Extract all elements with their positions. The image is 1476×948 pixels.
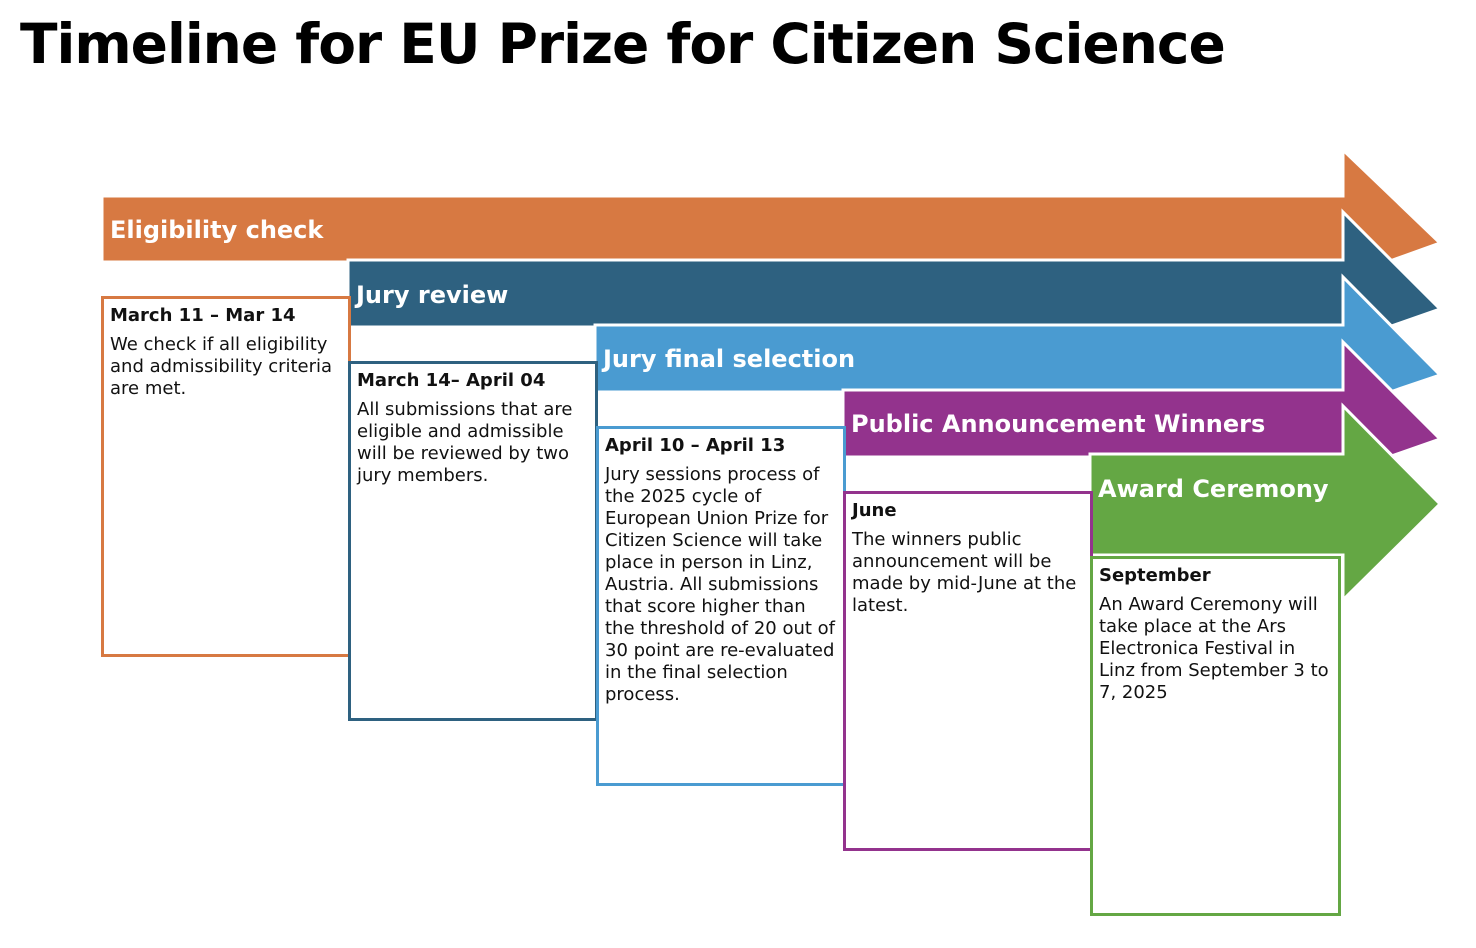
stage-label-eligibility: Eligibility check bbox=[110, 216, 324, 244]
stage-box-jury-final bbox=[596, 426, 846, 786]
stage-description: Jury sessions process of the 2025 cycle of European Union Prize for Citizen Science will take place in person in Linz, Austria. All submissions that score higher than the threshold of 20 out of 30 point are re-evaluated in the final selection process. bbox=[605, 464, 836, 705]
stage-box-public-announcement bbox=[843, 491, 1093, 851]
stage-date: March 11 – Mar 14 bbox=[110, 305, 296, 326]
page-title: Timeline for EU Prize for Citizen Science bbox=[20, 12, 1225, 76]
stage-description: An Award Ceremony will take place at the Ars Electronica Festival in Linz from September 3 to 7, 2025 bbox=[1099, 594, 1329, 703]
stage-box-eligibility bbox=[101, 296, 351, 657]
stage-date: April 10 – April 13 bbox=[605, 435, 786, 456]
stage-label-jury-final: Jury final selection bbox=[603, 345, 856, 373]
stage-label-public-announcement: Public Announcement Winners bbox=[851, 410, 1266, 438]
stage-box-jury-review bbox=[348, 361, 598, 721]
stage-label-jury-review: Jury review bbox=[356, 281, 509, 309]
stage-description: We check if all eligibility and admissibility criteria are met. bbox=[110, 334, 333, 399]
stage-description: All submissions that are eligible and admissible will be reviewed by two jury members. bbox=[357, 399, 573, 486]
stage-label-award-ceremony: Award Ceremony bbox=[1098, 475, 1329, 503]
stage-date: June bbox=[852, 500, 897, 521]
stage-date: March 14– April 04 bbox=[357, 370, 546, 391]
stage-date: September bbox=[1099, 565, 1211, 586]
stage-box-award-ceremony bbox=[1090, 556, 1341, 916]
stage-description: The winners public announcement will be made by mid-June at the latest. bbox=[852, 529, 1077, 616]
